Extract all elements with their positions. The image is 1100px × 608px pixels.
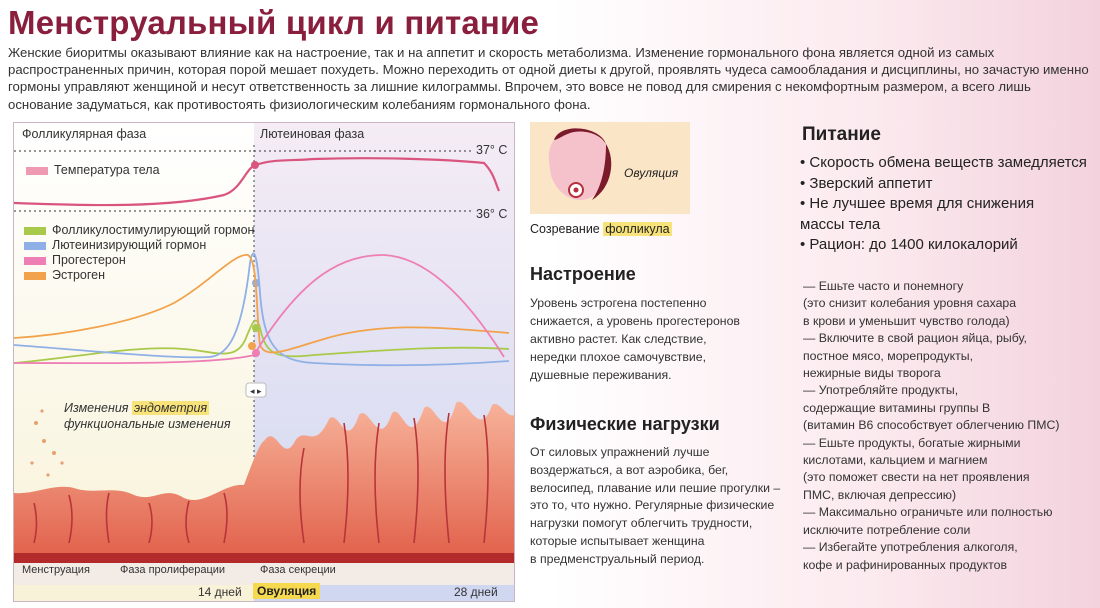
exercise-text <box>530 444 780 569</box>
day-28-label: 28 дней <box>454 585 498 599</box>
lh-swatch <box>24 242 46 250</box>
mood-title: Настроение <box>530 264 636 284</box>
temp-legend <box>26 163 160 177</box>
ovulation-illustration-label: Овуляция <box>624 166 679 180</box>
mood-line: активно растет. Как следствие, <box>530 332 707 346</box>
tip-line: кислотами, кальцием и магнием <box>803 453 988 468</box>
ovulation-caption <box>530 222 672 236</box>
legend-fsh <box>24 223 254 237</box>
temp-high-label: 37° C <box>476 143 508 157</box>
legend-lh <box>24 238 206 252</box>
exercise-line: это то, что нужно. Регулярные физические <box>530 498 775 513</box>
tip-line: — Употребляйте продукты, <box>803 383 959 398</box>
tip-line: (это поможет свести на нет проявления <box>803 470 1030 485</box>
tip-line: содержащие витамины группы B <box>803 400 991 415</box>
ovulation-caption-prefix: Созревание <box>530 222 604 236</box>
tip-line: (витамин B6 способствует облегчению ПМС) <box>803 418 1060 433</box>
svg-text:◂ ▸: ◂ ▸ <box>250 386 262 396</box>
page-title: Менструальный цикл и питание <box>8 4 540 41</box>
tip-line: исключите потребление соли <box>803 522 971 537</box>
nutrition-item: • Зверский аппетит <box>800 174 933 192</box>
exercise-line: которые испытывает женщина <box>530 533 705 548</box>
tip-line: — Ешьте часто и понемногу <box>803 279 964 293</box>
exercise-line: велосипед, плавание или пешие прогулки – <box>530 480 781 495</box>
tip-line: — Максимально ограничьте или полностью <box>803 505 1053 520</box>
temp-low-label: 36° C <box>476 207 508 221</box>
fsh-label: Фолликулостимулирующий гормон <box>52 223 255 237</box>
exercise-title: Физические нагрузки <box>530 414 720 434</box>
ovulation-illustration <box>530 122 690 214</box>
endometrium-label <box>64 401 209 415</box>
exercise-line: От силовых упражнений лучше <box>530 445 710 459</box>
temp-swatch <box>26 167 48 175</box>
exercise-line: воздержаться, а вот аэробика, бег, <box>530 462 729 477</box>
nutrition-tips <box>803 278 1098 574</box>
tip-line: ПМС, включая депрессию) <box>803 487 957 502</box>
nutrition-title: Питание <box>802 124 881 145</box>
nutrition-item: • Рацион: до 1400 килокалорий <box>800 236 1018 253</box>
phase-proliferation: Фаза пролиферации <box>120 564 226 576</box>
tip-line: (это снизит колебания уровня сахара <box>803 296 1017 311</box>
tip-line: кофе и рафинированных продуктов <box>803 557 1008 572</box>
ovulation-tag: Овуляция <box>253 583 320 599</box>
nutrition-item: • Скорость обмена веществ замедляется <box>800 154 1087 171</box>
day-14-label: 14 дней <box>198 585 242 599</box>
exercise-line: в предменструальный период. <box>530 551 705 566</box>
nutrition-item: • Не лучшее время для снижения <box>800 195 1035 212</box>
exercise-line: нагрузки помогут облегчить трудности, <box>530 516 753 531</box>
mood-line: душевные переживания. <box>530 368 672 382</box>
progesterone-label: Прогестерон <box>52 253 126 267</box>
fsh-swatch <box>24 227 46 235</box>
temp-legend-label: Температура тела <box>54 163 160 177</box>
nutrition-list <box>800 153 1087 256</box>
mood-line: Уровень эстрогена постепенно <box>530 296 707 310</box>
tip-line: постное мясо, морепродукты, <box>803 348 974 363</box>
lh-label: Лютеинизирующий гормон <box>52 238 207 252</box>
phase-menstruation: Менструация <box>22 564 90 576</box>
legend-estrogen <box>24 268 105 282</box>
cycle-chart <box>13 122 515 602</box>
luteal-phase-label: Лютеиновая фаза <box>260 127 365 141</box>
nutrition-item: массы тела <box>800 215 881 233</box>
estrogen-swatch <box>24 272 46 280</box>
tip-line: — Включите в свой рацион яйца, рыбу, <box>803 331 1027 346</box>
tip-line: нежирные виды творога <box>803 366 941 381</box>
cycle-chart-graphic <box>14 123 515 602</box>
tip-line: — Избегайте употребления алкоголя, <box>803 540 1018 555</box>
follicular-phase-label: Фолликулярная фаза <box>22 127 147 141</box>
endometrium-sub: функциональные изменения <box>64 417 231 431</box>
phase-secretion: Фаза секреции <box>260 564 336 576</box>
mood-line: снижается, а уровень прогестеронов <box>530 314 740 328</box>
legend-progesterone <box>24 253 126 267</box>
tip-line: — Ешьте продукты, богатые жирными <box>803 435 1021 450</box>
estrogen-label: Эстроген <box>52 268 106 282</box>
intro-text: Женские биоритмы оказывают влияние как на настроение, так и на аппетит и скорость метаболизма. Изменение гормонального фона является одной из самых распространенных причин, которая порой мешает похудеть. Можно переходить от одной диеты к другой, проявлять чудеса самообладания и дисциплины, но зачастую именно гормоны управляют женщиной и несут ответственность за лишние килограммы. Впрочем, это вовсе не повод для смирения с некомфортным размером, а всего лишь основание задуматься, как противостоять физиологическим колебаниям гормонального фона. <box>8 45 1089 112</box>
mood-text <box>530 294 740 384</box>
progesterone-swatch <box>24 257 46 265</box>
endometrium-highlight: эндометрия <box>133 401 208 415</box>
mood-line: нередки плохое самочувствие, <box>530 350 707 364</box>
tip-line: в крови и уменьшит чувство голода) <box>803 313 1010 328</box>
endometrium-prefix: Изменения <box>64 401 132 415</box>
ovulation-caption-highlight: фолликула <box>605 222 670 236</box>
